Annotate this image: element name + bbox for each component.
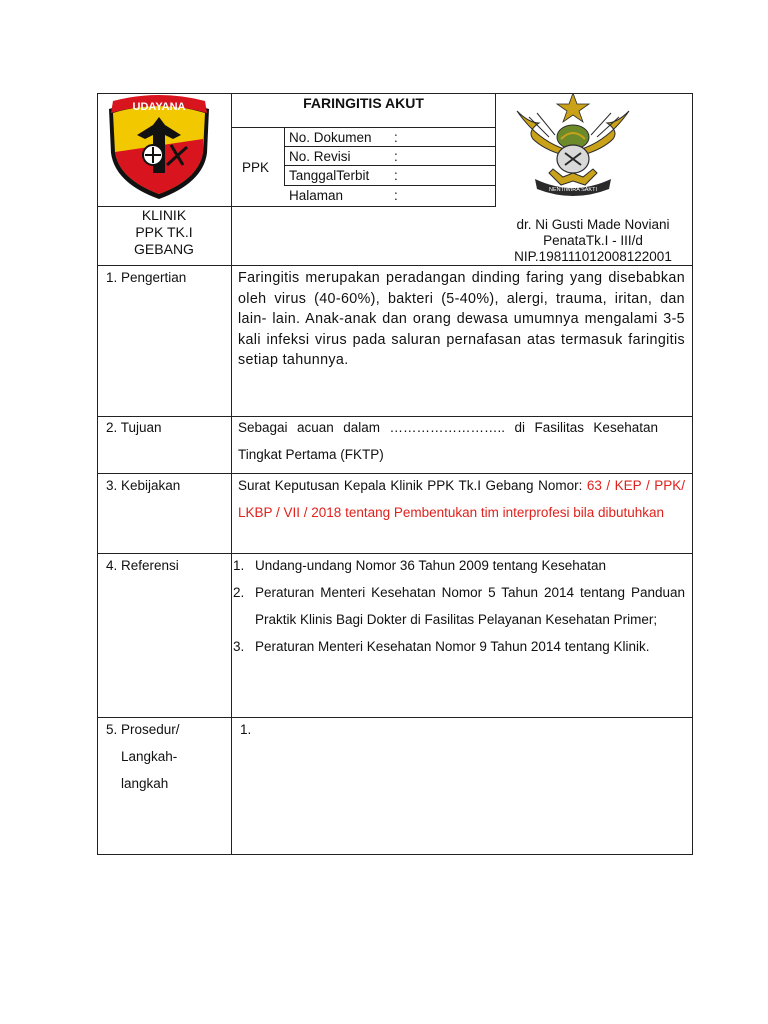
header-bottom-full — [97, 265, 693, 266]
section-tujuan-text: Sebagai acuan dalam …………………….. di Fasilitas Kesehatan Tingkat Pertama (FKTP) — [238, 420, 658, 462]
kebijakan-text-red: 63 / KEP / PPK/ LKBP / VII / 2018 tentang Pembentukan tim interprofesi bila dibutuhkan — [238, 478, 685, 520]
udayana-logo — [103, 95, 215, 201]
section-pengertian-text: Faringitis merupakan peradangan dinding faring yang disebabkan oleh virus (40-60%), bakteri (5-40%), alergi, trauma, iritan, dan lain- lain. Anak-anak dan orang dewasa umumnya mengalami 3-5 kali infeksi virus pada saluran pernafasan atas termasuk faringitis setiap tahunnya. — [238, 270, 685, 368]
section-tujuan-label: 2. Tujuan — [106, 420, 162, 435]
list-item: 2. Peraturan Menteri Kesehatan Nomor 5 Tahun 2014 tentang Panduan Praktik Klinis Bagi Dokter di Fasilitas Pelayanan Kesehatan Primer; — [233, 585, 685, 627]
clinic-name-line-1: KLINIK — [141, 207, 187, 223]
section-referensi-label: 4. Referensi — [106, 558, 179, 573]
section-prosedur-label-3: langkah — [121, 776, 169, 791]
section-kebijakan-label: 3. Kebijakan — [106, 478, 181, 493]
signatory-name: dr. Ni Gusti Made Noviani — [516, 217, 670, 232]
field-halaman-colon: : — [394, 188, 398, 203]
udayana-shield-icon — [103, 95, 215, 201]
field-line-3 — [284, 185, 496, 186]
ppk-divider — [284, 127, 285, 186]
prosedur-step-1: 1. — [240, 722, 252, 737]
kebijakan-text-black: Surat Keputusan Kepala Klinik PPK Tk.I Gebang Nomor: — [238, 478, 587, 493]
left-column-divider — [231, 93, 232, 855]
field-line-2 — [284, 165, 496, 166]
clinic-name-line-3: GEBANG — [134, 241, 194, 257]
signatory-nip: NIP.198111012008122001 — [514, 249, 672, 264]
section-prosedur-label-2: Langkah- — [121, 749, 178, 764]
field-line-1 — [284, 146, 496, 147]
garuda-ribbon-text: NENTIWIRA SAKTI — [549, 187, 597, 193]
field-halaman: Halaman — [289, 188, 344, 203]
referensi-list — [233, 552, 685, 660]
title-underline — [231, 127, 496, 128]
field-no-revisi-colon: : — [394, 149, 398, 164]
field-no-revisi: No. Revisi — [289, 149, 351, 164]
field-no-dokumen-colon: : — [394, 130, 398, 145]
list-item: 3. Peraturan Menteri Kesehatan Nomor 9 Tahun 2014 tentang Klinik. — [233, 639, 650, 654]
ppk-label: PPK — [242, 160, 270, 175]
garuda-logo — [509, 93, 637, 201]
garuda-emblem-icon — [509, 93, 637, 201]
clinic-name-line-2: PPK TK.I — [135, 224, 193, 240]
udayana-label: UDAYANA — [132, 101, 186, 113]
section-prosedur-label-1: 5. Prosedur/ — [106, 722, 180, 737]
section-kebijakan-text — [238, 472, 685, 526]
field-no-dokumen: No. Dokumen — [289, 130, 372, 145]
document-title: FARINGITIS AKUT — [303, 95, 424, 111]
field-tanggal-terbit-colon: : — [394, 168, 398, 183]
sop-document — [97, 93, 693, 855]
list-item: 1. Undang-undang Nomor 36 Tahun 2009 tentang Kesehatan — [233, 558, 607, 573]
section-pengertian-label: 1. Pengertian — [106, 270, 187, 285]
row-line-4 — [97, 717, 693, 718]
field-tanggal-terbit: TanggalTerbit — [289, 168, 370, 183]
signatory-rank: PenataTk.I - III/d — [543, 233, 643, 248]
